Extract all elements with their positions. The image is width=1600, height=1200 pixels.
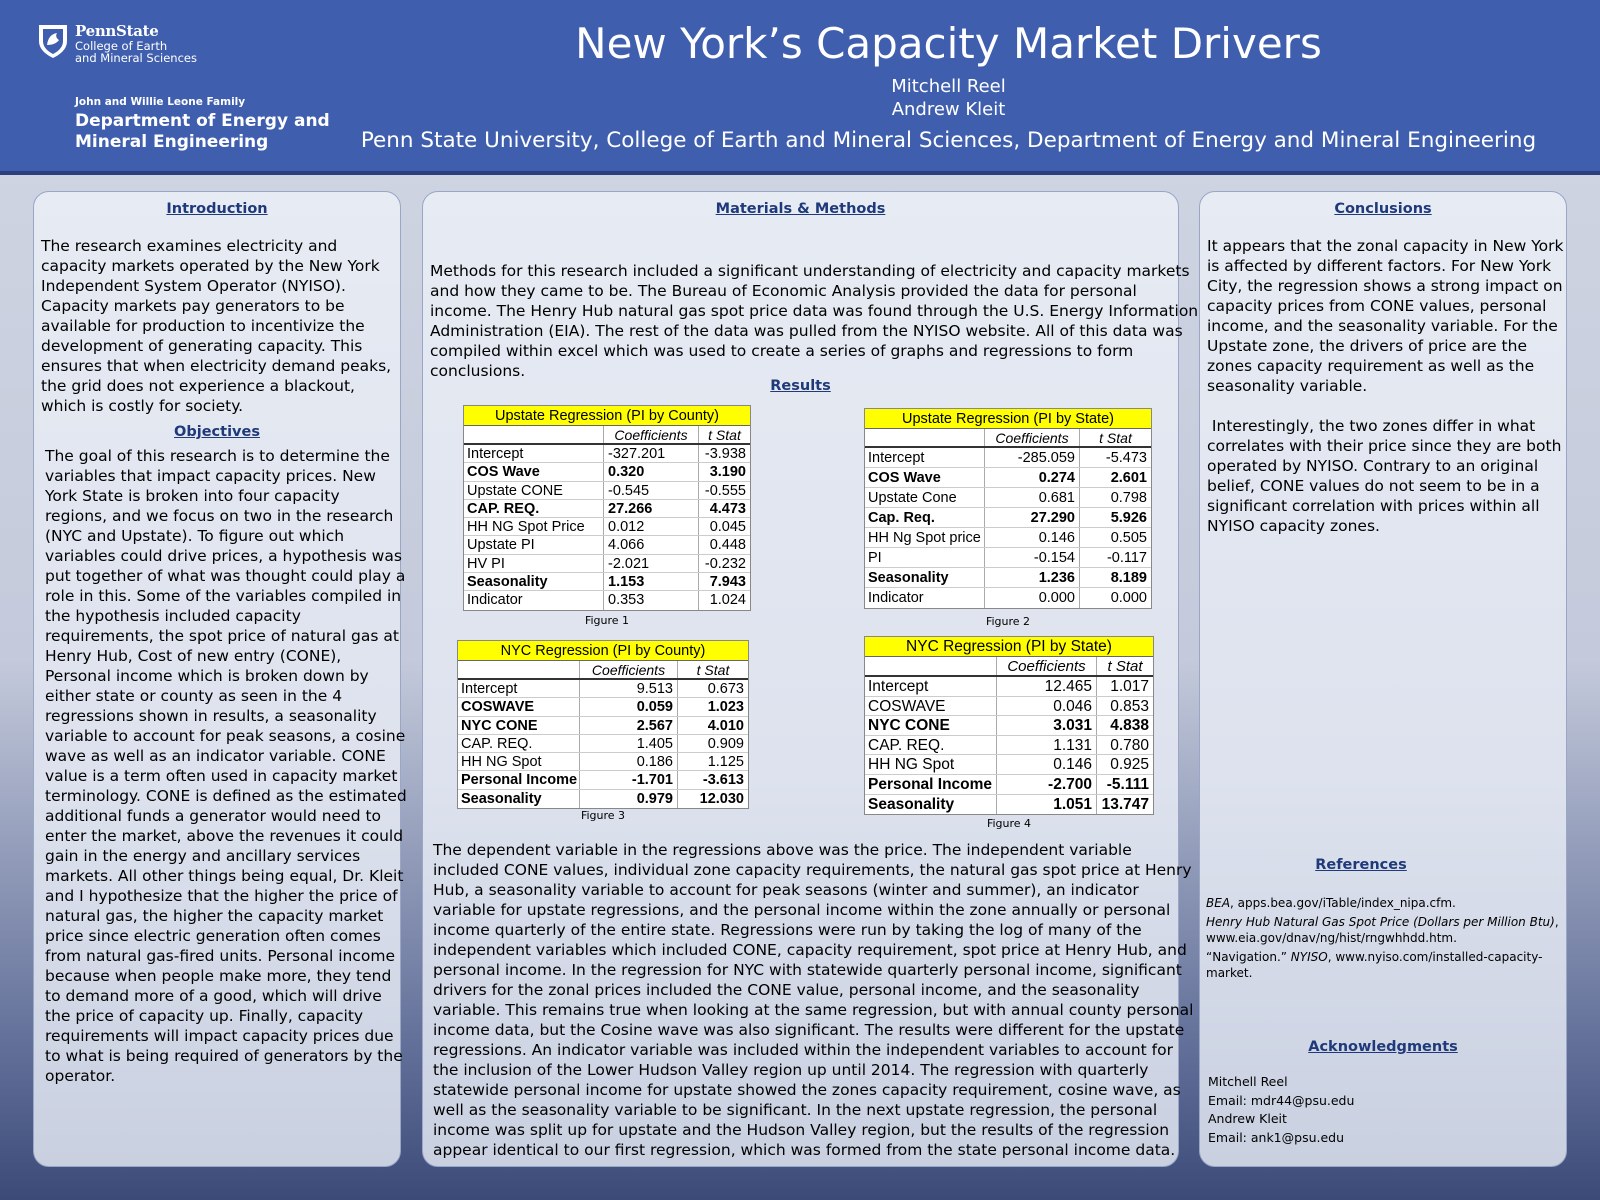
table-row: NYC CONE 3.031 4.838 xyxy=(865,716,1153,736)
reference-item: “Navigation.” NYISO, www.nyiso.com/installed-capacity-market. xyxy=(1206,950,1543,980)
regression-table-nyc-state xyxy=(864,636,1154,815)
table-row: Cap. Req. 27.290 5.926 xyxy=(865,508,1151,528)
table-row: Intercept 12.465 1.017 xyxy=(865,677,1153,697)
logo-college-line2: and Mineral Sciences xyxy=(75,51,197,65)
references-heading: References xyxy=(1315,857,1407,873)
figure-caption: Figure 1 xyxy=(584,614,630,627)
poster-header xyxy=(0,0,1600,175)
poster-title: New York’s Capacity Market Drivers xyxy=(575,19,1322,68)
regression-table-upstate-county xyxy=(463,405,751,611)
table-row: Intercept -327.201 -3.938 xyxy=(464,445,750,463)
shield-icon xyxy=(37,23,69,59)
table-header: Coefficients t Stat xyxy=(464,426,750,445)
table-title: NYC Regression (PI by County) xyxy=(458,641,748,661)
table-row: NYC CONE 2.567 4.010 xyxy=(458,717,748,735)
table-row: HH NG Spot Price 0.012 0.045 xyxy=(464,518,750,536)
logo-family: John and Willie Leone Family xyxy=(75,96,246,108)
right-panel xyxy=(1199,191,1567,1167)
acknowledgments-heading: Acknowledgments xyxy=(1308,1039,1458,1055)
objectives-text: The goal of this research is to determine the variables that impact capacity prices. New York State is broken into four capacity regions, and we focus on two in the research (NYC and Upstate). To figure out which variables could drive prices, a hypothesis was put together of what was thought could play a role in this. Some of the variables compiled in the hypothesis included capacity requirements, the spot price of natural gas at Henry Hub, Cost of new entry (CONE), Personal income which is broken down by either state or county as seen in the 4 regressions shown in results, a seasonality variable to account for peak seasons, a cosine wave as well as an indicator variable. CONE value is a term often used in capacity market terminology. CONE is defined as the estimated additional funds a generator would need to enter the market, above the revenues it could gain in the energy and ancillary services markets. All other things being equal, Dr. Kleit and I hypothesize that the higher the price of natural gas, the higher the capacity market price since electric generation often comes from natural gas-fired units. Personal income because when people make more, they tend to demand more of a good, which will drive the price of capacity up. Finally, capacity requirements will impact capacity prices due to what is being required of generators by the operator. xyxy=(45,447,407,1085)
table-header: Coefficients t Stat xyxy=(865,657,1153,677)
author-2: Andrew Kleit xyxy=(891,99,1006,120)
penn-state-logo xyxy=(37,21,337,161)
table-row: Indicator 0.000 0.000 xyxy=(865,588,1151,608)
table-row: Personal Income -1.701 -3.613 xyxy=(458,771,748,789)
reference-item: Henry Hub Natural Gas Spot Price (Dollars per Million Btu), www.eia.gov/dnav/ng/hist/rngwhhdd.htm. xyxy=(1206,915,1559,945)
author-1: Mitchell Reel xyxy=(891,76,1006,97)
results-heading: Results xyxy=(770,378,831,394)
conclusions-heading: Conclusions xyxy=(1334,201,1432,217)
table-row: Personal Income -2.700 -5.111 xyxy=(865,775,1153,795)
references-list xyxy=(1206,895,1561,984)
figure-caption: Figure 3 xyxy=(580,809,626,822)
regression-table-nyc-county xyxy=(457,640,749,809)
discussion-text: The dependent variable in the regressions above was the price. The independent variable included CONE values, individual zone capacity requirements, the natural gas spot price at Henry Hub, a seasonality variable to account for peak seasons (winter and summer), an indicator variable for upstate regressions, and the personal income within the zone annually or personal income quarterly of the entire state. Regressions were run by taking the log of many of the independent variables which included CONE, capacity requirement, spot price at Henry Hub, and personal income. In the regression for NYC with statewide quarterly personal income, significant drivers for the zonal prices included the CONE value, personal income, and the seasonality variable. This remains true when looking at the same regression, but with annual county personal income data, but the Cosine wave was also significant. The results were different for the upstate regressions. An indicator variable was included within the independent variables to account for the inclusion of the Lower Hudson Valley region up until 2014. The regression with quarterly statewide personal income for upstate showed the zones capacity requirement, cosine wave, as well as the seasonality variable to be significant. In the next upstate regression, the personal income was split up for upstate and the Hudson Valley region, but the results of the regression appear identical to our first regression, which was formed from the state personal income data. xyxy=(433,841,1194,1159)
table-row: Upstate CONE -0.545 -0.555 xyxy=(464,482,750,500)
regression-table-upstate-state xyxy=(864,408,1152,609)
table-row: HH Ng Spot price 0.146 0.505 xyxy=(865,528,1151,548)
table-row: CAP. REQ. 27.266 4.473 xyxy=(464,500,750,518)
table-row: Indicator 0.353 1.024 xyxy=(464,591,750,609)
methods-text: Methods for this research included a significant understanding of electricity and capacity markets and how they came to be. The Bureau of Economic Analysis provided the data for personal income. The Henry Hub natural gas spot price data was found through the U.S. Energy Information Administration (EIA). The rest of the data was pulled from the NYISO website. All of this data was compiled within excel which was used to create a series of graphs and regressions to form conclusions. xyxy=(430,262,1199,380)
table-row: Seasonality 0.979 12.030 xyxy=(458,790,748,808)
table-row: Seasonality 1.236 8.189 xyxy=(865,568,1151,588)
table-row: Upstate PI 4.066 0.448 xyxy=(464,536,750,554)
table-title: NYC Regression (PI by State) xyxy=(865,637,1153,657)
introduction-heading: Introduction xyxy=(166,201,268,217)
logo-college-line1: College of Earth xyxy=(75,39,168,53)
objectives-heading: Objectives xyxy=(174,424,260,440)
table-row: Seasonality 1.153 7.943 xyxy=(464,573,750,591)
affiliation: Penn State University, College of Earth and Mineral Sciences, Department of Energy and Mineral Engineering xyxy=(360,128,1537,153)
reference-item: BEA, apps.bea.gov/iTable/index_nipa.cfm. xyxy=(1206,896,1456,910)
introduction-text: The research examines electricity and capacity markets operated by the New York Independent System Operator (NYISO). Capacity markets pay generators to be available for production to incentivize the development of generating capacity. This ensures that when electricity demand peaks, the grid does not experience a blackout, which is costly for society. xyxy=(41,237,392,415)
table-row: PI -0.154 -0.117 xyxy=(865,548,1151,568)
table-row: Intercept -285.059 -5.473 xyxy=(865,448,1151,468)
left-panel xyxy=(33,191,407,1167)
logo-dept-line1: Department of Energy and xyxy=(75,111,330,131)
table-title: Upstate Regression (PI by County) xyxy=(464,406,750,426)
table-row: HV PI -2.021 -0.232 xyxy=(464,555,750,573)
figure-caption: Figure 2 xyxy=(985,615,1031,628)
logo-university: PennState xyxy=(75,22,159,40)
logo-dept-line2: Mineral Engineering xyxy=(75,132,269,152)
table-row: COSWAVE 0.059 1.023 xyxy=(458,698,748,716)
table-row: Intercept 9.513 0.673 xyxy=(458,680,748,698)
table-header: Coefficients t Stat xyxy=(458,661,748,680)
methods-heading: Materials & Methods xyxy=(715,201,886,217)
table-header: Coefficients t Stat xyxy=(865,429,1151,448)
table-row: HH NG Spot 0.146 0.925 xyxy=(865,755,1153,775)
table-row: CAP. REQ. 1.405 0.909 xyxy=(458,735,748,753)
table-row: COS Wave 0.274 2.601 xyxy=(865,468,1151,488)
table-row: CAP. REQ. 1.131 0.780 xyxy=(865,736,1153,756)
table-row: COS Wave 0.320 3.190 xyxy=(464,463,750,481)
figure-caption: Figure 4 xyxy=(986,817,1032,830)
acknowledgments-text: Mitchell Reel Email: mdr44@psu.edu Andrew Kleit Email: ank1@psu.edu xyxy=(1208,1074,1355,1145)
table-row: COSWAVE 0.046 0.853 xyxy=(865,697,1153,717)
conclusions-text: It appears that the zonal capacity in New York is affected by different factors. For New York City, the regression shows a strong impact on capacity prices from CONE values, personal income, and the seasonality variable. For the Upstate zone, the drivers of price are the zones capacity requirement as well as the seasonality variable. Interestingly, the two zones differ in what correlates with their price since they are both operated by NYISO. Contrary to an original belief, CONE values do not seem to be in a significant correlation with prices within all NYISO capacity zones. xyxy=(1207,237,1564,535)
table-title: Upstate Regression (PI by State) xyxy=(865,409,1151,429)
table-row: HH NG Spot 0.186 1.125 xyxy=(458,753,748,771)
table-row: Seasonality 1.051 13.747 xyxy=(865,795,1153,815)
table-row: Upstate Cone 0.681 0.798 xyxy=(865,488,1151,508)
middle-panel xyxy=(422,191,1199,1167)
